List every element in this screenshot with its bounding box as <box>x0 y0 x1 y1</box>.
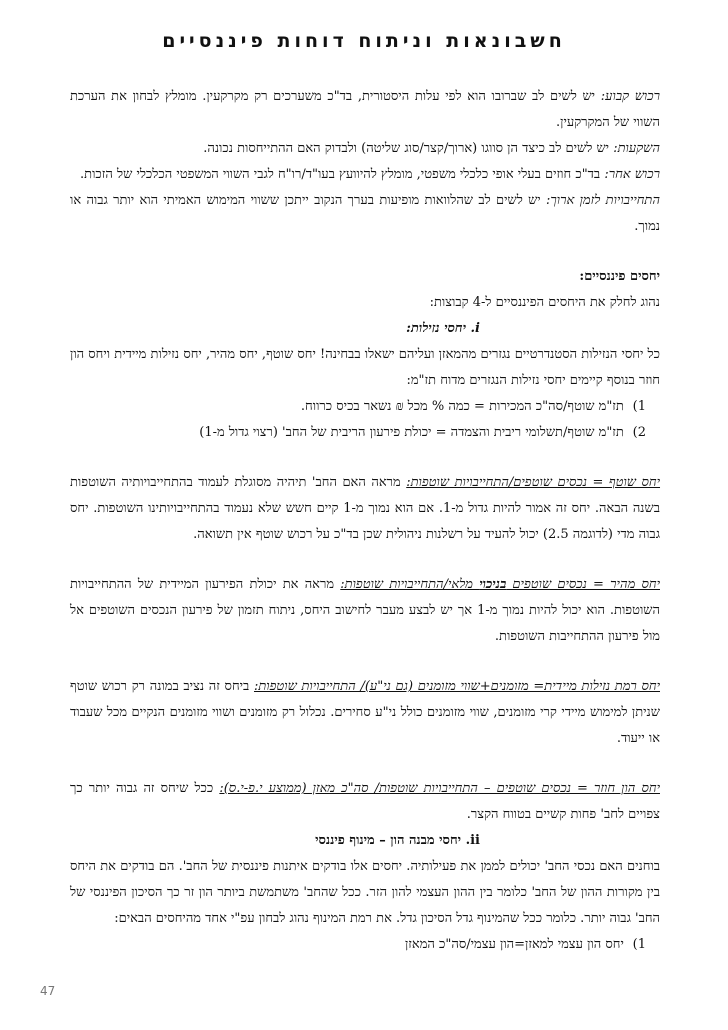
page-title: חשבונאות וניתוח דוחות פיננסיים <box>162 30 566 52</box>
quick-label-emphasis: בניכוי <box>479 577 507 592</box>
page-number: 47 <box>40 984 56 998</box>
page-body <box>70 84 660 958</box>
quick-label-part: מלאי/התחייבויות שוטפות: <box>340 577 480 592</box>
fixed-assets-paragraph <box>70 84 660 136</box>
working-capital-text: ככל שיחס זה גבוה יותר כך צפויים לחב' פחות קשיים בטווח הקצר. <box>70 781 660 822</box>
immediate-ratio-text: ביחס זה נציב במונה רק רכוש שוטף שניתן למימוש מיידי קרי מזומנים, שווי מזומנים כולל ני"ע סחירים. נכלול רק מזומנים ושווי מזומנים הנקיים מכל שעבוד או ייעוד. <box>70 679 660 746</box>
list-number: 1) <box>632 937 646 952</box>
investments-paragraph <box>70 136 660 162</box>
lt-liabilities-label: התחייבויות לזמן ארוך: <box>546 193 660 208</box>
current-ratio-text: מראה האם החב' תיהיה מסוגלת לעמוד בהתחייבויותיה השוטפות בשנה הבאה. יחס זה אמור להיות גדול מ-1. אם הוא נמוך מ-1 קיים חשש שלא נעמוד בהתחייבויותינו השוטפות. יחס גבוה מדי (לדוגמה 2.5) יכול להעיד על רשלנות ניהולית שכן בד"כ על רכוש שוטף אין תשואה. <box>70 475 660 542</box>
current-ratio-label: יחס שוטף = נכסים שוטפים/התחייבויות שוטפות: <box>406 475 661 490</box>
working-capital-paragraph <box>70 776 660 828</box>
investments-label: השקעות: <box>613 141 660 156</box>
leverage-subheading: ii. יחסי מבנה הון – מינוף פיננסי <box>315 833 480 848</box>
list-number: 1) <box>632 399 646 414</box>
spacer <box>70 240 660 264</box>
other-assets-text: בד"כ חוזים בעלי אופי כלכלי משפטי, מומלץ להיוועץ בעו"ד/רו"ח לגבי השווי המשפטי הכלכלי של הזכות. <box>80 167 605 182</box>
leverage-paragraph: בוחנים האם נכסי החב' יכולים לממן את פעילותיה. יחסים אלו בודקים איתנות פיננסית של החב'. הם בודקים את היחס בין מקורות ההון של החב' כלומר בין ההון העצמי להון הזר. ככל שהחב' משתמשת ביותר הון זר כך הסיכון הפיננסי של החב' גבוה יותר. כלומר ככל שהמינוף גדל הסיכון גדל. את רמת המינוף נהוג לבחון עפ"י אחד מהיחסים הבאים: <box>70 859 660 926</box>
investments-text: יש לשים לב כיצד הן סווגו (ארוך/קצר/סוג שליטה) ולבדוק האם ההתייחסות נכונה. <box>203 141 614 156</box>
section-intro: נהוג לחלק את היחסים הפיננסיים ל-4 קבוצות: <box>429 295 660 310</box>
list-item <box>70 394 660 420</box>
spacer <box>70 446 660 470</box>
other-assets-paragraph <box>70 162 660 188</box>
immediate-ratio-label: יחס רמת נזילות מיידית= מזומנים+שווי מזומנים (גם ני"ע)/ התחייבויות שוטפות: <box>253 679 660 694</box>
working-capital-label: יחס הון חוזר = נכסים שוטפים – התחייבויות שוטפות/ סה"כ מאזן (ממוצע י.פ-י.ס): <box>219 781 660 796</box>
list-text: תז"מ שוטף/תשלומי ריבית והצמדה = יכולת פירעון הריבית של החב' (רצוי גדול מ-1) <box>199 425 624 440</box>
current-ratio-paragraph <box>70 470 660 548</box>
liquidity-paragraph: כל יחסי הנזילות הסטנדרטיים נגזרים מהמאזן ועליהם ישאלו בבחינה! יחס שוטף, יחס מהיר, יחס נזילות מיידית ויחס הון חוזר בנוסף קיימים יחסי נזילות הנגזרים מדוח תז"מ: <box>70 347 660 388</box>
list-number: 2) <box>632 425 646 440</box>
spacer <box>70 548 660 572</box>
quick-label-part: יחס מהיר = נכסים שוטפים <box>506 577 660 592</box>
lt-liabilities-paragraph <box>70 188 660 240</box>
fixed-assets-label: רכוש קבוע: <box>600 89 660 104</box>
fixed-assets-text: יש לשים לב שברובו הוא לפי עלות היסטורית, בד"כ משערכים רק מקרקעין. מומלץ לבחון את הערכת השווי של המקרקעין. <box>70 89 660 130</box>
section-heading: יחסים פיננסיים: <box>579 269 660 284</box>
list-text: יחס הון עצמי למאזן=הון עצמי/סה"כ המאזן <box>404 937 624 952</box>
quick-ratio-text: מראה את יכולת הפירעון המיידית של ההתחייבויות השוטפות. הוא יכול להיות נמוך מ-1 אך יש לבצע מעבר לחישוב היחס, ניתוח תזמון של פירעון הנכסים השוטפים אל מול פירעון ההתחייבות השוטפות. <box>70 577 660 644</box>
liquidity-subheading: i. יחסי נזילות: <box>406 321 480 336</box>
spacer <box>70 752 660 776</box>
lt-liabilities-text: יש לשים לב שהלוואות מופיעות בערך הנקוב ייתכן ששווי המימוש האמיתי הוא יותר גבוה או נמוך. <box>70 193 660 234</box>
spacer <box>70 650 660 674</box>
list-item <box>70 420 660 446</box>
quick-ratio-label <box>340 577 660 592</box>
immediate-ratio-paragraph <box>70 674 660 752</box>
quick-ratio-paragraph <box>70 572 660 650</box>
list-text: תז"מ שוטף/סה"כ המכירות = כמה % מכל ₪ נשאר בכיס כרווח. <box>300 399 624 414</box>
other-assets-label: רכוש אחר: <box>604 167 660 182</box>
list-item <box>70 932 660 958</box>
